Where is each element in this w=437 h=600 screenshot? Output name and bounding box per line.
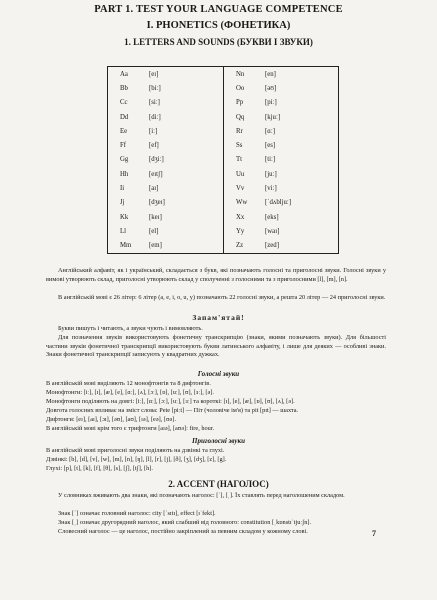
transcription-cell: [zed] <box>265 242 279 250</box>
letter-cell: Uu <box>236 170 245 178</box>
letter-cell: Tt <box>236 156 243 164</box>
letter-cell: Nn <box>236 70 245 78</box>
transcription-cell: [piː] <box>265 99 277 107</box>
accent-heading: 2. ACCENT (НАГОЛОС) <box>168 479 269 489</box>
alphabet-table <box>107 66 339 254</box>
alphabet-row <box>108 239 339 254</box>
transcription-cell: [el] <box>147 224 224 238</box>
letter-cell: Ee <box>120 127 128 135</box>
transcription-cell: [en] <box>265 70 276 78</box>
transcription-cell: [viː] <box>265 185 277 193</box>
transcription-cell: [siː] <box>147 96 224 110</box>
transcription-cell: [keɪ] <box>147 210 224 224</box>
letter-cell: Yy <box>236 227 245 235</box>
transcription-cell: [aɪ] <box>147 181 224 195</box>
letter-cell: Pp <box>236 99 244 107</box>
consonants-line-2: Дзвінкі: [b], [d], [v], [w], [m], [n], [ŋ], [l], [r], [j], [ð], [ʒ], [dʒ], [z], [g]. <box>46 456 227 463</box>
transcription-cell: [eɪtʃ] <box>147 167 224 181</box>
letter-cell: Hh <box>120 170 129 178</box>
letter-cell: Rr <box>236 127 243 135</box>
intro-paragraph-1: Англійський алфавіт, як і український, складається з букв, які позначають голосні та приголосні звуки. Голосні звуки у вимові утворюють склад, приголосні утворюють склад у сполученні з голосними та з приголосними [l], [m], [n]. <box>46 267 386 283</box>
transcription-cell: [kjuː] <box>265 113 281 121</box>
letter-cell: Jj <box>120 199 125 207</box>
transcription-cell: [ˈdʌbljuː] <box>265 199 292 207</box>
alphabet-row <box>108 124 339 138</box>
consonants-line-1: В англійській мові приголосні звуки поділяють на дзвінкі та глухі. <box>46 447 225 454</box>
transcription-cell: [dʒeɪ] <box>147 196 224 210</box>
alphabet-row <box>108 224 339 238</box>
transcription-cell: [dʒiː] <box>147 153 224 167</box>
subsection-title: 1. LETTERS AND SOUNDS (БУКВИ І ЗВУКИ) <box>124 37 313 47</box>
section-title: I. PHONETICS (ФОНЕТИКА) <box>146 20 291 31</box>
vowels-heading: Голосні звуки <box>197 370 240 378</box>
letter-cell: Zz <box>236 242 244 250</box>
transcription-cell: [iː] <box>147 124 224 138</box>
vowels-line-6: В англійській мові крім того є трифтонги [aɪə], [aʊə]: fire, hour. <box>46 425 215 432</box>
transcription-cell: [ef] <box>147 138 224 152</box>
letter-cell: Ii <box>120 185 125 193</box>
accent-line-2: Знак [ˈ] означає головний наголос: city [ˈsɪtɪ], effect [ɪˈfekt]. <box>58 510 216 517</box>
letter-cell: Kk <box>120 213 129 221</box>
letter-cell: Ss <box>236 142 243 150</box>
alphabet-row <box>108 181 339 195</box>
part-title: PART 1. TEST YOUR LANGUAGE COMPETENCE <box>94 4 343 15</box>
accent-line-3: Знак [ˌ] означає другорядний наголос, який слабший від головного: constitution [ˌkɒnstɪˈtjuːʃn]. <box>58 519 312 526</box>
letter-cell: Ww <box>236 199 248 207</box>
vowels-line-1: В англійській мові виділяють 12 монофтонгів та 8 дифтонгів. <box>46 380 211 387</box>
transcription-cell: [əʊ] <box>265 84 277 92</box>
letter-cell: Oo <box>236 84 245 92</box>
accent-line-4: Словесний наголос — це наголос, постійно закріплений за певним складом у кожному слові. <box>58 528 308 535</box>
alphabet-row <box>108 153 339 167</box>
letter-cell: Aa <box>120 70 128 78</box>
transcription-cell: [biː] <box>147 81 224 95</box>
transcription-cell: [juː] <box>265 170 277 178</box>
remember-heading: Запам'ятай! <box>192 313 245 322</box>
consonants-line-3: Глухі: [p], [t], [k], [f], [θ], [s], [ʃ], [tʃ], [h]. <box>46 465 153 472</box>
remember-line-1: Букви пишуть і читають, а звуки чують і вимовляють. <box>58 325 203 332</box>
page-number: 7 <box>372 529 376 538</box>
alphabet-row <box>108 110 339 124</box>
alphabet-row <box>108 210 339 224</box>
transcription-cell: [waɪ] <box>265 227 280 235</box>
letter-cell: Cc <box>120 99 128 107</box>
vowels-line-4: Довгота голосних впливає на зміст слова: Pete [piːt] — Піт (чоловіче ім'я) та pit [pɪt] — шахта. <box>46 407 299 414</box>
intro-paragraph-2: В англійській мові є 26 літер: 6 літер (a, e, i, o, u, y) позначають 22 голосні звуки, а решта 20 літер — 24 приголосні звуки. <box>58 294 386 301</box>
letter-cell: Bb <box>120 84 128 92</box>
remember-line-2: Для позначення звуків використовують фонетичну транскрипцію (знаки, якими позначають звуки). Для більшості частини звуків фонетичної транскрипції використовують букви латинського алфавіту, і лише для деяких — особливі знаки. Знаки фонетичної транскрипції записують у квадратних дужках. <box>46 334 386 358</box>
transcription-cell: [tiː] <box>265 156 276 164</box>
letter-cell: Ff <box>120 142 127 150</box>
alphabet-row <box>108 138 339 152</box>
alphabet-row <box>108 196 339 210</box>
consonants-heading: Приголосні звуки <box>192 437 245 445</box>
transcription-cell: [diː] <box>147 110 224 124</box>
transcription-cell: [em] <box>147 239 224 254</box>
vowels-line-5: Дифтонги: [eɪ], [aɪ], [ɔɪ], [əʊ], [aʊ], [ɪə], [eə], [ʊə]. <box>46 416 176 423</box>
alphabet-row <box>108 81 339 95</box>
letter-cell: Ll <box>120 227 127 235</box>
letter-cell: Xx <box>236 213 245 221</box>
vowels-line-2: Монофтонги: [iː], [ɪ], [æ], [e], [ɑː], [ʌ], [ɔː], [ɒ], [uː], [ʊ], [ɜː], [ə]. <box>46 389 214 396</box>
letter-cell: Vv <box>236 185 245 193</box>
alphabet-row <box>108 96 339 110</box>
transcription-cell: [eks] <box>265 213 279 221</box>
transcription-cell: [es] <box>265 142 276 150</box>
letter-cell: Mm <box>120 242 132 250</box>
transcription-cell: [ɑː] <box>265 127 275 135</box>
letter-cell: Gg <box>120 156 129 164</box>
letter-cell: Qq <box>236 113 245 121</box>
vowels-line-3: Монофтонги поділяють на довгі: [iː], [ɑː], [ɔː], [uː], [ɜː] та короткі: [ɪ], [e], [æ], [ɒ], [ʊ], [ʌ], [ə]. <box>46 398 295 405</box>
alphabet-row <box>108 67 339 82</box>
accent-line-1: У словниках вживають два знаки, які позначають наголос: [ˈ], [ˌ]. Їх ставлять перед наголошеним складом. <box>58 492 345 499</box>
alphabet-row <box>108 167 339 181</box>
transcription-cell: [eɪ] <box>147 67 224 82</box>
letter-cell: Dd <box>120 113 129 121</box>
